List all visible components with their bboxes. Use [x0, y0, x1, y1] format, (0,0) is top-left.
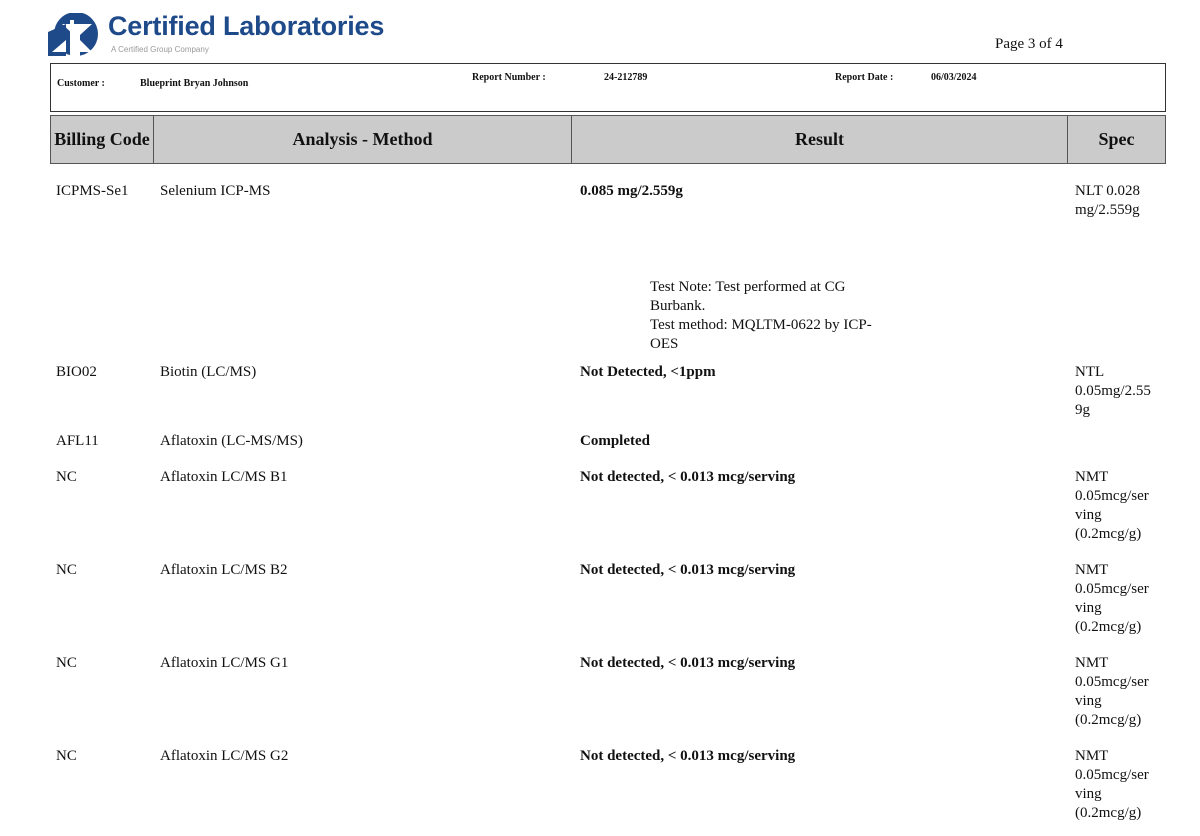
- test-note: [650, 278, 950, 354]
- report-date-label: Report Date :: [835, 72, 894, 83]
- spec-line: NTL: [1075, 364, 1105, 380]
- billing-code: ICPMS-Se1: [56, 183, 129, 199]
- billing-code: NC: [56, 655, 77, 671]
- billing-code: NC: [56, 748, 77, 764]
- analysis-method: Aflatoxin LC/MS G1: [160, 655, 289, 671]
- column-header-result: Result: [572, 116, 1068, 163]
- note-line: Test Note: Test performed at CG: [650, 279, 846, 295]
- spec: [1075, 654, 1175, 730]
- spec-line: 0.05mcg/ser: [1075, 488, 1149, 504]
- report-date-value: 06/03/2024: [931, 72, 977, 83]
- analysis-method: Aflatoxin (LC-MS/MS): [160, 433, 303, 449]
- spec-line: (0.2mcg/g): [1075, 526, 1142, 542]
- column-header-billing-code: Billing Code: [51, 116, 154, 163]
- billing-code: BIO02: [56, 364, 97, 380]
- analysis-method: Aflatoxin LC/MS B1: [160, 469, 288, 485]
- spec-line: 0.05mcg/ser: [1075, 581, 1149, 597]
- analysis-method: Selenium ICP-MS: [160, 183, 271, 199]
- billing-code: NC: [56, 562, 77, 578]
- billing-code: NC: [56, 469, 77, 485]
- spec-line: ving: [1075, 600, 1102, 616]
- note-line: OES: [650, 336, 679, 352]
- note-line: Test method: MQLTM-0622 by ICP-: [650, 317, 872, 333]
- analysis-method: Aflatoxin LC/MS B2: [160, 562, 288, 578]
- table-header: [50, 115, 1166, 164]
- result: Not detected, < 0.013 mcg/serving: [580, 655, 796, 671]
- page-indicator: Page 3 of 4: [995, 36, 1063, 52]
- result: 0.085 mg/2.559g: [580, 183, 683, 199]
- spec: [1075, 363, 1175, 420]
- result: Completed: [580, 433, 650, 449]
- result: Not detected, < 0.013 mcg/serving: [580, 748, 796, 764]
- spec: [1075, 561, 1175, 637]
- spec-line: ving: [1075, 507, 1102, 523]
- note-line: Burbank.: [650, 298, 706, 314]
- spec-line: mg/2.559g: [1075, 202, 1140, 218]
- result: Not detected, < 0.013 mcg/serving: [580, 469, 796, 485]
- billing-code: AFL11: [56, 433, 99, 449]
- spec-line: NMT: [1075, 655, 1109, 671]
- spec-line: ving: [1075, 786, 1102, 802]
- spec-line: ving: [1075, 693, 1102, 709]
- spec-line: NMT: [1075, 748, 1109, 764]
- spec-line: (0.2mcg/g): [1075, 805, 1142, 821]
- spec: [1075, 468, 1175, 544]
- spec-line: NMT: [1075, 469, 1109, 485]
- certified-labs-logo-icon: [48, 10, 100, 60]
- spec-line: NMT: [1075, 562, 1109, 578]
- spec-line: (0.2mcg/g): [1075, 712, 1142, 728]
- analysis-method: Aflatoxin LC/MS G2: [160, 748, 289, 764]
- result: Not detected, < 0.013 mcg/serving: [580, 562, 796, 578]
- column-header-analysis-method: Analysis - Method: [154, 116, 572, 163]
- customer-label: Customer :: [57, 78, 105, 89]
- analysis-method: Biotin (LC/MS): [160, 364, 257, 380]
- report-number-value: 24-212789: [604, 72, 648, 83]
- spec-line: 0.05mcg/ser: [1075, 767, 1149, 783]
- brand-name: Certified Laboratories: [108, 11, 385, 41]
- spec-line: 0.05mg/2.55: [1075, 383, 1151, 399]
- customer-value: Blueprint Bryan Johnson: [140, 78, 249, 89]
- brand-tagline: A Certified Group Company: [111, 45, 209, 54]
- spec-line: 9g: [1075, 402, 1090, 418]
- column-header-spec: Spec: [1098, 129, 1135, 149]
- spec-line: (0.2mcg/g): [1075, 619, 1142, 635]
- spec: [1075, 747, 1175, 823]
- report-number-label: Report Number :: [472, 72, 546, 83]
- spec-line: NLT 0.028: [1075, 183, 1141, 199]
- result: Not Detected, <1ppm: [580, 364, 716, 380]
- spec-line: 0.05mcg/ser: [1075, 674, 1149, 690]
- spec: [1075, 182, 1175, 220]
- report-info-box: [50, 63, 1166, 112]
